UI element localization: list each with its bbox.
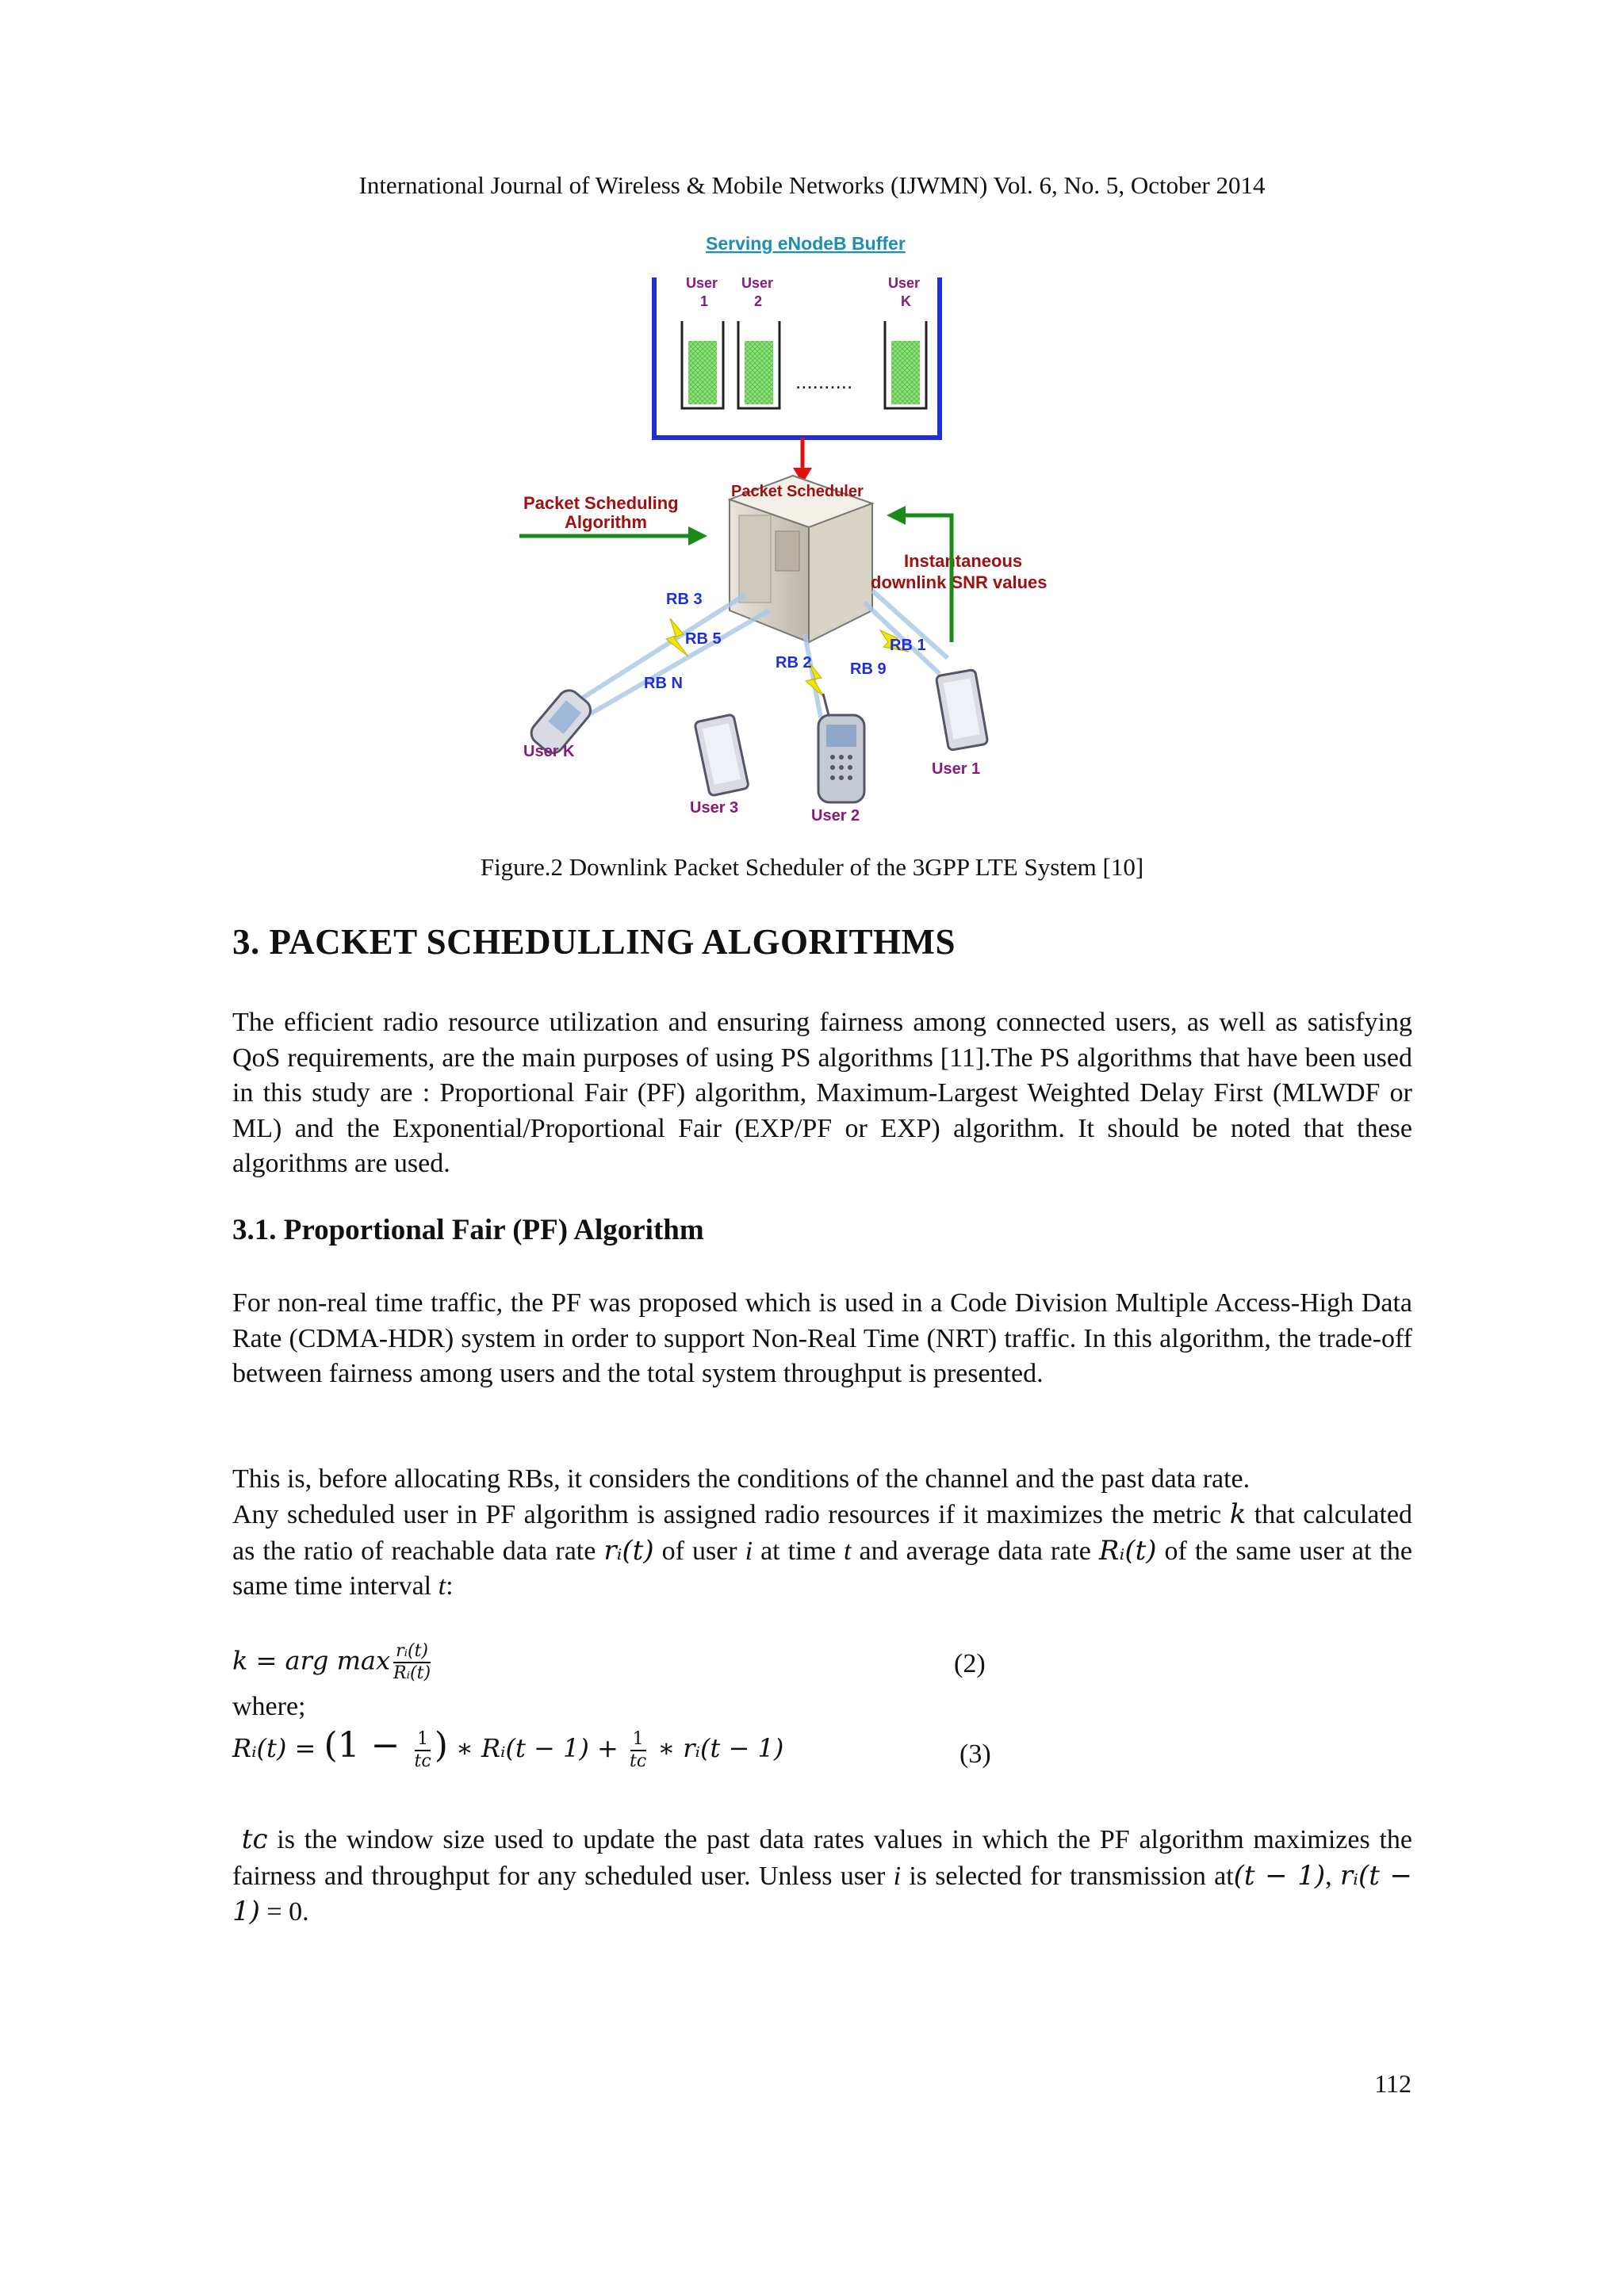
- tablet-user-3-icon: [695, 714, 749, 796]
- buffer-user-2-num: 2: [754, 293, 763, 309]
- buffer-user-k-label: User: [888, 275, 921, 291]
- intro-paragraph: The efficient radio resource utilization and ensuring fairness among connected users, as well as satisfying QoS requirements, are the main purposes of using PS algorithms [11].The PS algorithms that have been used in this study are : Proportional Fair (PF) algorithm, Maximum-Largest Weighted Delay First (MLWDF or ML) and the Exponential/Proportional Fair (EXP/PF or EXP) algorithm. It should be noted that these algorithms are used.: [232, 1008, 1412, 1178]
- psa-label-2: Algorithm: [565, 512, 647, 532]
- running-header: International Journal of Wireless & Mobile Networks (IJWMN) Vol. 6, No. 5, October 2014: [358, 171, 1266, 199]
- queue-user-k: [885, 321, 926, 408]
- equation-2-number: (2): [954, 1649, 986, 1678]
- subsection-title: 3.1. Proportional Fair (PF) Algorithm: [232, 1214, 704, 1246]
- user-3-label: User 3: [690, 799, 739, 817]
- tablet-user-1-icon: [936, 669, 988, 750]
- user-1-label: User 1: [932, 760, 981, 778]
- pf-paragraph-2-line-1: This is, before allocating RBs, it considers the conditions of the channel and the past data rate.: [232, 1464, 1251, 1494]
- server-icon: [730, 476, 872, 642]
- snr-label-1: Instantaneous: [904, 551, 1023, 571]
- section-title: 3. PACKET SCHEDULLING ALGORITHMS: [232, 922, 956, 962]
- buffer-user-1-label: User: [686, 275, 718, 291]
- figure-downlink-scheduler: [508, 230, 1110, 832]
- rb5-label: RB 5: [685, 630, 722, 648]
- rb9-label: RB 9: [850, 660, 887, 678]
- queue-user-2: [738, 321, 779, 408]
- buffer-user-2-label: User: [741, 275, 774, 291]
- equation-2: k = arg max $\frac{\text{rᵢ(t)}}{\text{Rᵢ(t)}}$: [232, 1641, 431, 1683]
- equation-3: Rᵢ(t) = (1 − $\frac{1}{\text{tᴄ}}$ ) ∗ Rᵢ(t − 1) + $\frac{1}{\text{tᴄ}}$ ∗ rᵢ(t − 1): [232, 1725, 784, 1771]
- user-k-label: User K: [523, 743, 575, 760]
- scheduler-label: Packet Scheduler: [731, 483, 864, 500]
- rb3-label: RB 3: [666, 591, 703, 608]
- queue-user-1: [682, 321, 723, 408]
- tc-paragraph: tᴄ is the window size used to update the past data rates values in which the PF algorithm maximizes the fairness and throughput for any scheduled user. Unless user i is selected for transmission at(t − 1), rᵢ(t − 1) = 0.: [232, 1823, 1413, 1927]
- psa-label-1: Packet Scheduling: [523, 493, 679, 513]
- queue-dots: ..........: [795, 369, 853, 393]
- buffer-user-1-num: 1: [700, 293, 709, 309]
- equation-3-number: (3): [959, 1739, 991, 1769]
- rb2-label: RB 2: [776, 654, 812, 672]
- figure-caption: Figure.2 Downlink Packet Scheduler of the 3GPP LTE System [10]: [480, 853, 1144, 881]
- pf-paragraph-1: For non-real time traffic, the PF was proposed which is used in a Code Division Multiple Access-High Data Rate (CDMA-HDR) system in order to support Non-Real Time (NRT) traffic. In this algorithm, the trade-off between fairness among users and the total system throughput is presented.: [232, 1288, 1412, 1388]
- buffer-user-k-num: K: [901, 293, 911, 309]
- snr-label-2: downlink SNR values: [871, 572, 1048, 592]
- user-2-label: User 2: [811, 807, 860, 825]
- scheduler-diagram: [508, 230, 1110, 832]
- rb1-label: RB 1: [890, 637, 926, 654]
- rbn-label: RB N: [644, 675, 683, 692]
- phone-user-2-icon: [818, 694, 864, 802]
- pf-paragraph-2: Any scheduled user in PF algorithm is assigned radio resources if it maximizes the metric k that calculated as the ratio of reachable data rate rᵢ(t) of user i at time t and average data rate Rᵢ(t) of the same user at the same time interval t:: [232, 1498, 1413, 1601]
- buffer-title: Serving eNodeB Buffer: [706, 233, 906, 254]
- where-label: where;: [232, 1692, 306, 1721]
- page-number: 112: [1374, 2069, 1411, 2098]
